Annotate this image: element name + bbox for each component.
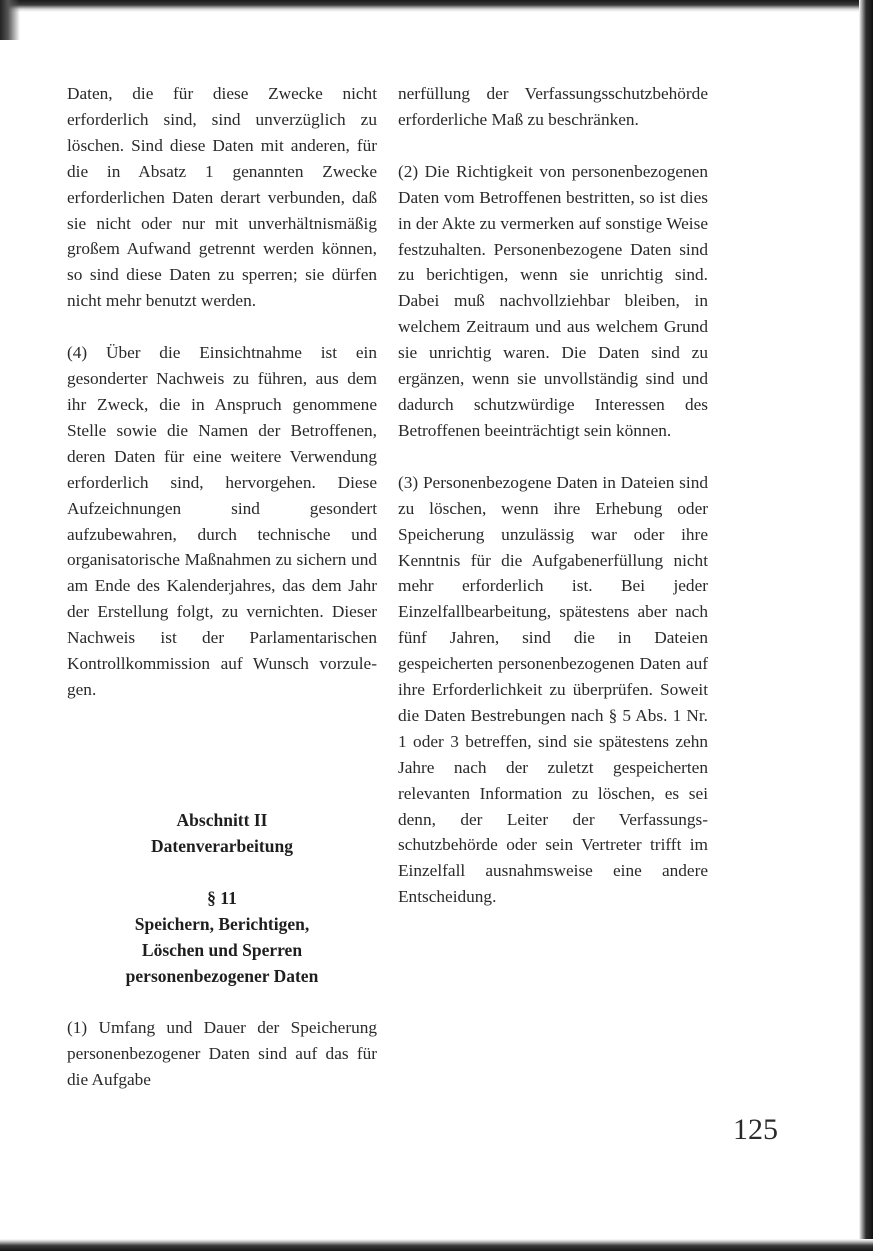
paragraph-3: (3) Personenbezogene Daten in Dateien sind zu löschen, wenn ihre Erhebung oder Speicherung unzulässig war oder ihre Kenntnis für die Aufgabenerfüllung nicht mehr erforderlich ist. Bei jeder Einzelfallbearbeitung, spätestens aber nach fünf Jahren, sind die in Dateien gespeicherten personenbezogenen Daten auf ihre Erforderlichkeit zu überprüfen. Soweit die Daten Bestrebungen nach § 5 Abs. 1 Nr. 1 oder 3 betreffen, sind sie spätestens zehn Jahre nach der zuletzt gespeicherten relevanten Information zu löschen, es sei denn, der Leiter der Verfassungsschutzbehörde oder sein Vertreter trifft im Einzelfall ausnahmsweise eine andere Entscheidung. (398, 472, 708, 907)
spacer (67, 989, 377, 1015)
left-paragraph-continued: Daten, die für diese Zwecke nicht erforderlich sind, sind unverzüglich zu löschen. Sind diese Daten mit anderen, für die in Absatz 1 genannten Zwecke erforderlichen Daten derart verbunden, daß sie nicht oder nur mit unverhältnismäßig großem Aufwand getrennt werden können, so sind diese Daten zu sperren; sie dürfen nicht mehr benutzt werden. (67, 84, 377, 311)
section-heading-line1: Abschnitt II (176, 809, 268, 830)
spacer (67, 859, 377, 885)
paragraph-title-line2: Löschen und Sperren (141, 939, 303, 960)
scan-edge-right (859, 0, 873, 1251)
scan-edge-top (0, 0, 873, 12)
paragraph-title-line3: personenbezogener Daten (125, 965, 319, 986)
paragraph-2: (2) Die Richtigkeit von personenbezogenen Daten vom Betroffenen bestritten, so ist dies in der Akte zu vermerken auf sonstige Weise festzuhalten. Personenbezogene Daten sind zu berichtigen, wenn sie unrichtig sind. Dabei muß nachvollziehbar bleiben, in welchem Zeitraum und aus welchem Grund sie unrichtig waren. Die Daten sind zu ergänzen, wenn sie unvollständig sind und dadurch schutzwürdige Interessen des Betroffenen beeinträchtigt sein können. (398, 161, 708, 440)
paragraph-1-continued: nerfüllung der Verfassungsschutzbehörde erforderliche Maß zu beschränken. (398, 84, 708, 129)
right-column (398, 81, 708, 910)
paragraph-title-line1: Speichern, Berichtigen, (134, 913, 310, 934)
spacer (67, 703, 377, 755)
page-number: 125 (733, 1113, 778, 1146)
paragraph-4: (4) Über die Einsichtnahme ist ein gesonderter Nachweis zu führen, aus dem ihr Zweck, die in Anspruch genommene Stelle sowie die Namen der Betroffenen, deren Daten für eine weitere Verwendung erforderlich sind, hervorgehen. Diese Aufzeichnungen sind gesondert aufzubewahren, durch technische und organisatorische Maßnahmen zu sichern und am Ende des Kalenderjahres, das dem Jahr der Erstellung folgt, zu vernichten. Dieser Nachweis ist der Parlamentarischen Kontrollkommission auf Wunsch vorzulegen. (67, 343, 377, 699)
scan-corner-shadow (0, 0, 20, 40)
left-column (67, 81, 377, 1093)
paragraph-symbol: § 11 (207, 887, 237, 908)
section-heading-line2: Datenverarbeitung (151, 835, 293, 856)
paragraph-1: (1) Umfang und Dauer der Speicherung personenbezogener Daten sind auf das für die Aufgabe (67, 1017, 377, 1089)
scan-edge-bottom (0, 1239, 873, 1251)
spacer (67, 314, 377, 340)
spacer (67, 755, 377, 807)
spacer (398, 133, 708, 159)
spacer (398, 444, 708, 470)
